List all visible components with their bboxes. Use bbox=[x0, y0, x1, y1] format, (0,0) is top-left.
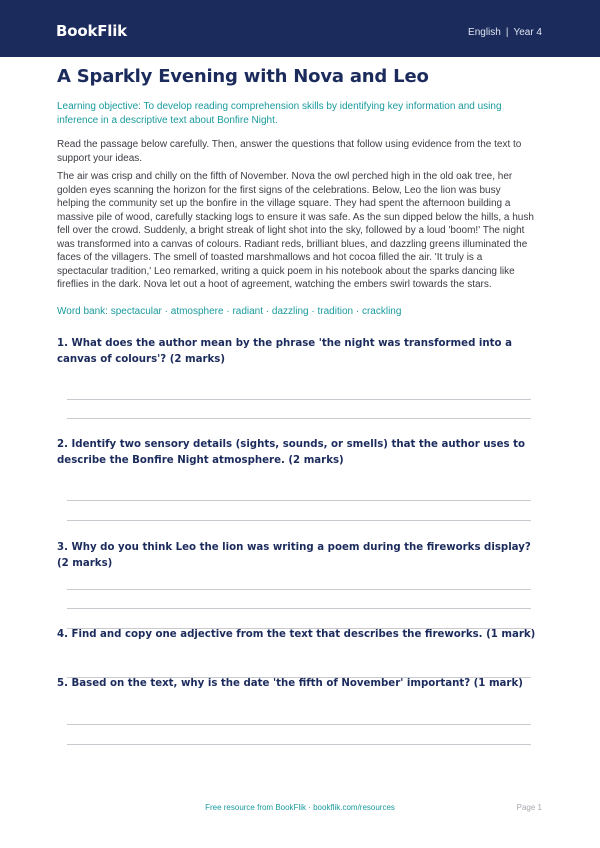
answer-line[interactable] bbox=[67, 608, 531, 609]
reading-passage: The air was crisp and chilly on the fifth of November. Nova the owl perched high in the old oak tree, her golden eyes scanning the horizon for the first signs of the celebrations. Below, Leo the lion was busy helping the community set up the bonfire in the village square. They had spent the afternoon building a massive pile of wood, carefully stacking logs to ensure it was safe. As the sun dipped below the hills, a hush fell over the crowd. Suddenly, a bright streak of light shot into the sky, followed by a loud 'boom!' The night was transformed into a canvas of colours. Radiant reds, brilliant blues, and dazzling greens illuminated the faces of the villagers. The smell of toasted marshmallows and hot cocoa filled the air. 'It truly is a spectacular tradition,' Leo remarked, writing a quick poem in his notebook about the sparks dancing like fireflies in the dark. Nova let out a hoot of agreement, watching the embers swirl towards the stars. bbox=[57, 171, 534, 290]
instructions: Read the passage below carefully. Then, answer the questions that follow using evidence from the text to support your ideas. bbox=[57, 139, 522, 164]
meta-separator: | bbox=[505, 27, 509, 38]
answer-line[interactable] bbox=[67, 724, 531, 725]
answer-line[interactable] bbox=[67, 589, 531, 590]
header-bar bbox=[0, 0, 600, 57]
question-1: 1. What does the author mean by the phrase 'the night was transformed into a canvas of colours'? (2 marks) bbox=[57, 338, 512, 365]
answer-line[interactable] bbox=[67, 399, 531, 400]
question-3: 3. Why do you think Leo the lion was writing a poem during the fireworks display? (2 marks) bbox=[57, 542, 531, 569]
question-2: 2. Identify two sensory details (sights, sounds, or smells) that the author uses to describe the Bonfire Night atmosphere. (2 marks) bbox=[57, 439, 525, 466]
worksheet-title: A Sparkly Evening with Nova and Leo bbox=[57, 66, 429, 87]
year-label: Year 4 bbox=[513, 27, 542, 38]
footer-resource-link[interactable]: Free resource from BookFlik · bookflik.com/resources bbox=[205, 803, 395, 812]
question-5: 5. Based on the text, why is the date 'the fifth of November' important? (1 mark) bbox=[57, 678, 523, 689]
brand-logo[interactable]: BookFlik bbox=[56, 22, 127, 40]
question-4: 4. Find and copy one adjective from the text that describes the fireworks. (1 mark) bbox=[57, 629, 536, 640]
subject-label: English bbox=[468, 27, 501, 38]
answer-line[interactable] bbox=[67, 744, 531, 745]
page-number: Page 1 bbox=[516, 803, 542, 812]
answer-line[interactable] bbox=[67, 520, 531, 521]
word-bank: Word bank: spectacular · atmosphere · radiant · dazzling · tradition · crackling bbox=[57, 306, 402, 317]
answer-line[interactable] bbox=[67, 418, 531, 419]
learning-objective: Learning objective: To develop reading comprehension skills by identifying key information and using inference in a descriptive text about Bonfire Night. bbox=[57, 101, 502, 126]
answer-line[interactable] bbox=[67, 500, 531, 501]
header-meta bbox=[468, 27, 542, 38]
